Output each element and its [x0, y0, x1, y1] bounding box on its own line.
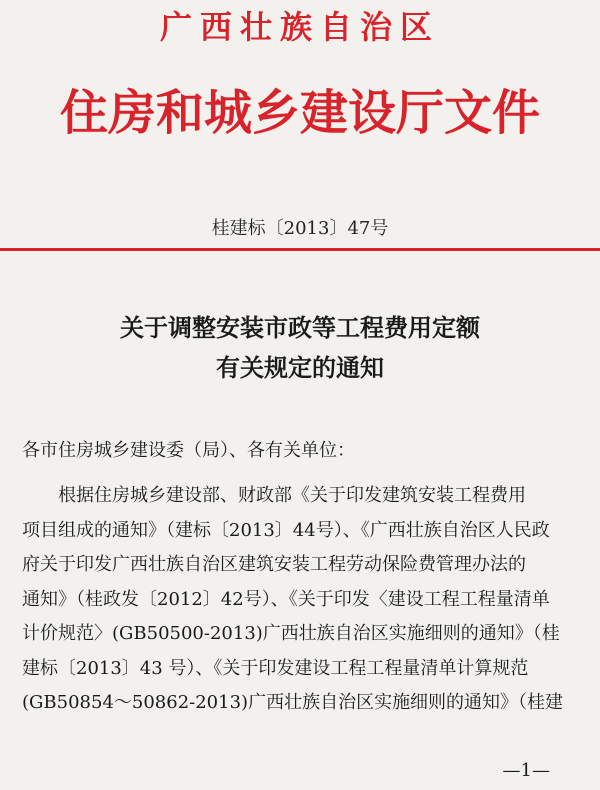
document-number: 桂建标〔2013〕47号 — [211, 218, 389, 239]
document-title — [0, 308, 600, 388]
issuer-line-1: 广西壮族自治区 — [159, 8, 440, 46]
body-line: 建标〔2013〕43 号）、《关于印发建设工程工程量清单计算规范 — [22, 657, 529, 679]
body-text — [22, 479, 582, 721]
body-line: 计价规范〉(GB50500-2013)广西壮族自治区实施细则的通知》（桂 — [22, 623, 560, 644]
red-divider — [0, 248, 600, 251]
title-line-2: 有关规定的通知 — [216, 353, 384, 382]
body-line: 通知》（桂政发〔2012〕42号）、《关于印发〈建设工程工程量清单 — [22, 588, 550, 610]
issuer-line-2: 住房和城乡建设厅文件 — [59, 85, 540, 141]
title-line-1: 关于调整安装市政等工程费用定额 — [120, 313, 480, 342]
body-line: 项目组成的通知》（建标〔2013〕44号）、《广西壮族自治区人民政 — [22, 519, 550, 541]
body-line: 根据住房城乡建设部、财政部《关于印发建筑安装工程费用 — [58, 485, 526, 506]
salutation: 各市住房城乡建设委（局）、各有关单位： — [22, 440, 355, 461]
body-line: (GB50854～50862-2013)广西壮族自治区实施细则的通知》（桂建 — [22, 692, 564, 713]
page-number: —1— — [502, 760, 550, 781]
body-line: 府关于印发广西壮族自治区建筑安装工程劳动保险费管理办法的 — [22, 554, 526, 575]
